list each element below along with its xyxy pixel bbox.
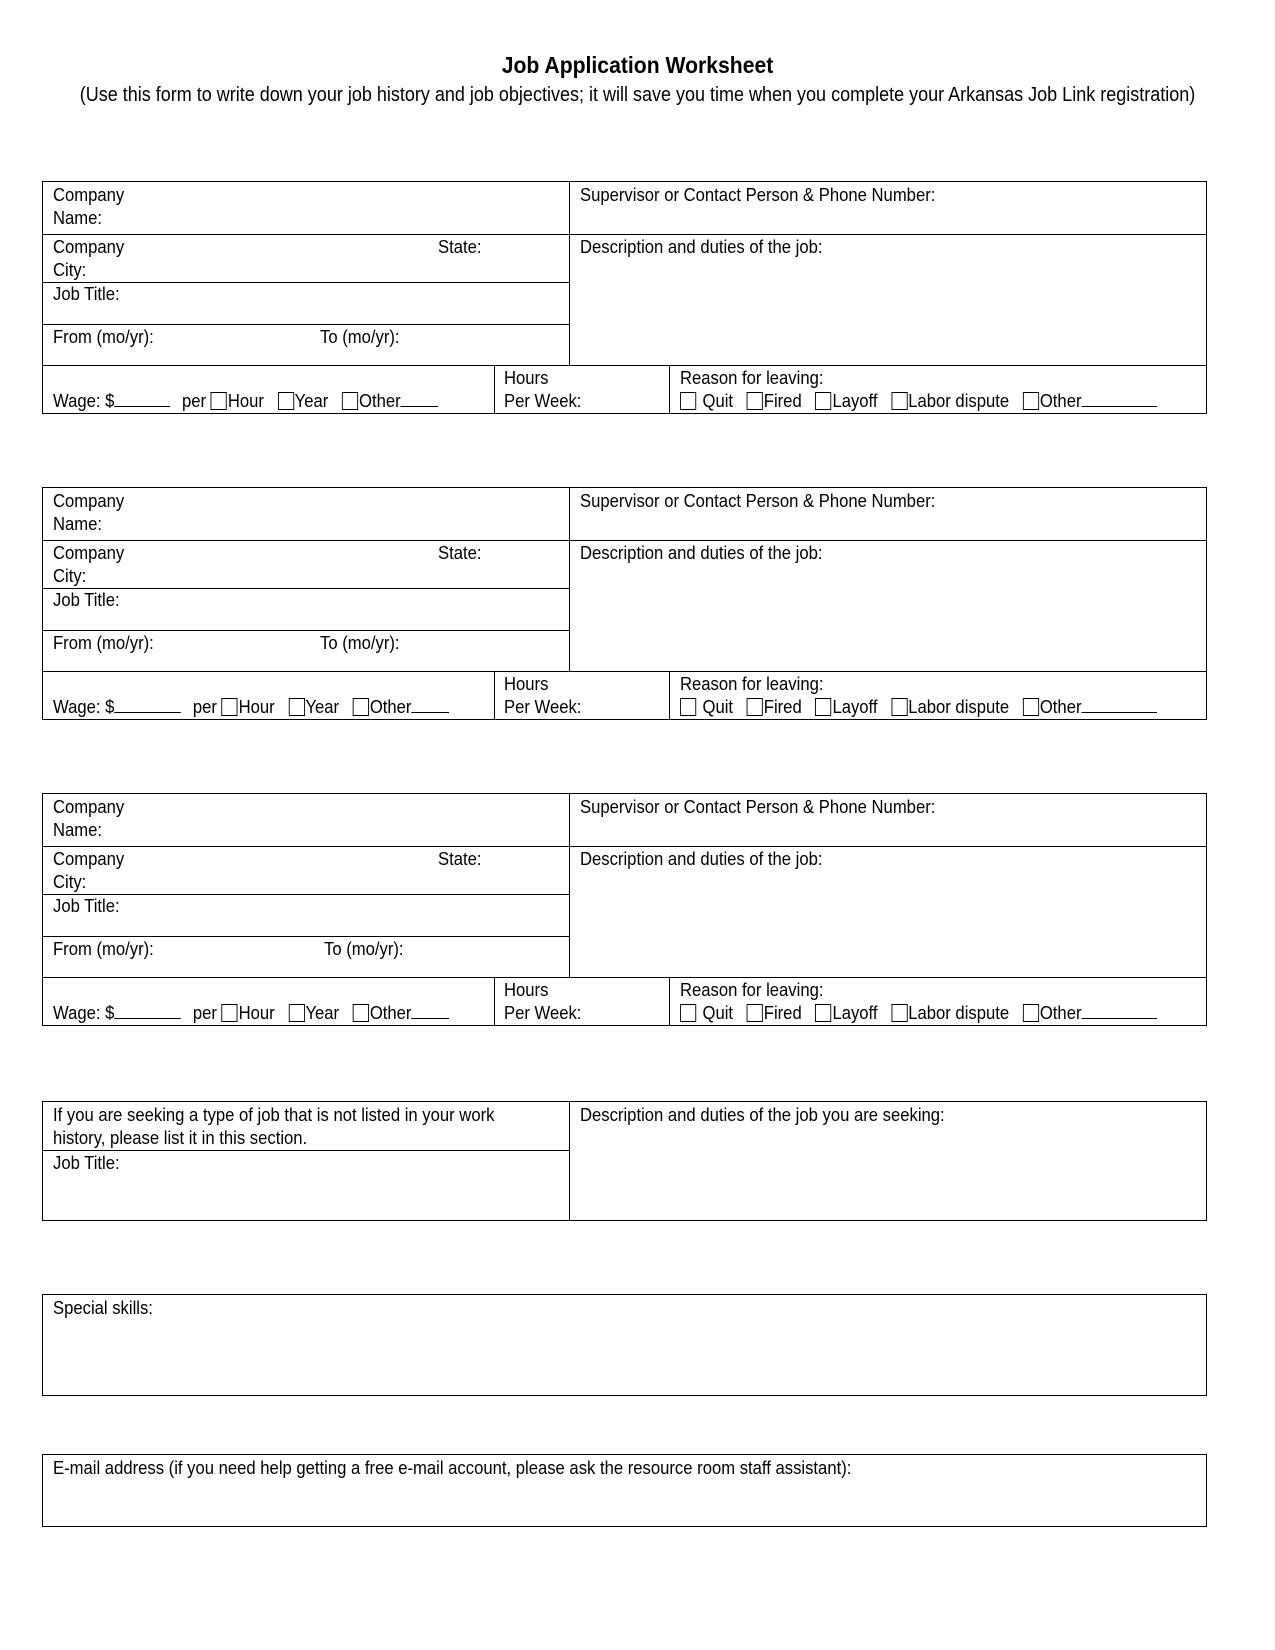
other-reason-blank[interactable] xyxy=(1082,390,1158,407)
company-city-field[interactable] xyxy=(43,846,569,894)
description-field[interactable] xyxy=(569,846,1207,977)
special-skills-field[interactable] xyxy=(42,1294,1207,1396)
page-title: Job Application Worksheet xyxy=(501,52,774,78)
company-name-field[interactable] xyxy=(43,488,569,540)
wage-blank[interactable] xyxy=(114,390,170,407)
labor-dispute-label: Labor dispute xyxy=(908,390,1010,411)
job-title-label: Job Title: xyxy=(53,895,120,916)
reason-label: Reason for leaving: xyxy=(680,367,824,388)
page-subtitle: (Use this form to write down your job history and job objectives; it will save you time when you complete your Arkansas Job Link registration) xyxy=(79,84,1196,106)
wage-field[interactable] xyxy=(43,977,494,1026)
year-label: Year xyxy=(305,1002,340,1023)
hours-label-2: Per Week: xyxy=(504,390,582,411)
company-city-label-2: City: xyxy=(53,871,87,892)
company-name-label: Company xyxy=(53,796,125,817)
company-name-label-2: Name: xyxy=(53,513,103,534)
hours-label: Hours xyxy=(504,673,549,694)
other-reason-checkbox[interactable] xyxy=(1023,1004,1039,1022)
labor-dispute-label: Labor dispute xyxy=(908,1002,1010,1023)
job-title-label: Job Title: xyxy=(53,283,120,304)
other-reason-checkbox[interactable] xyxy=(1023,392,1039,410)
job-title-field[interactable] xyxy=(43,894,569,936)
company-city-label-2: City: xyxy=(53,565,87,586)
other-reason-label: Other xyxy=(1039,696,1082,717)
hours-per-week-field[interactable] xyxy=(494,977,669,1026)
hours-label: Hours xyxy=(504,979,549,1000)
job-title-field[interactable] xyxy=(43,588,569,630)
seeking-job-title-label: Job Title: xyxy=(53,1152,120,1173)
reason-options xyxy=(680,389,1157,412)
hours-per-week-field[interactable] xyxy=(494,671,669,720)
supervisor-label: Supervisor or Contact Person & Phone Number: xyxy=(580,184,936,205)
other-wage-blank[interactable] xyxy=(401,390,439,407)
hours-label-2: Per Week: xyxy=(504,696,582,717)
hour-label: Hour xyxy=(238,696,275,717)
other-wage-blank[interactable] xyxy=(411,696,449,713)
seeking-description-label: Description and duties of the job you are seeking: xyxy=(580,1104,945,1125)
quit-label: Quit xyxy=(702,696,734,717)
other-wage-checkbox[interactable] xyxy=(353,698,369,716)
email-label: E-mail address (if you need help getting a free e-mail account, please ask the resource room staff assistant): xyxy=(53,1457,852,1478)
seeking-description-field[interactable] xyxy=(569,1102,1207,1221)
hour-label: Hour xyxy=(238,1002,275,1023)
fired-checkbox[interactable] xyxy=(747,392,763,410)
company-name-label-2: Name: xyxy=(53,207,103,228)
job-history-block xyxy=(42,181,1207,414)
dates-field[interactable] xyxy=(43,630,569,671)
reason-for-leaving-field[interactable] xyxy=(669,671,1207,720)
quit-label: Quit xyxy=(702,390,734,411)
wage-label: Wage: $ xyxy=(53,696,115,717)
quit-checkbox[interactable] xyxy=(680,1004,696,1022)
hour-checkbox[interactable] xyxy=(222,1004,238,1022)
reason-label: Reason for leaving: xyxy=(680,673,824,694)
company-city-label: Company xyxy=(53,236,125,257)
hour-label: Hour xyxy=(227,390,264,411)
reason-for-leaving-field[interactable] xyxy=(669,977,1207,1026)
seeking-text: If you are seeking a type of job that is not listed in your work xyxy=(53,1104,495,1125)
job-title-label: Job Title: xyxy=(53,589,120,610)
reason-for-leaving-field[interactable] xyxy=(669,365,1207,414)
job-history-block xyxy=(42,487,1207,720)
wage-row xyxy=(53,1001,449,1024)
per-label: per xyxy=(192,1002,217,1023)
company-city-field[interactable] xyxy=(43,540,569,588)
fired-checkbox[interactable] xyxy=(747,1004,763,1022)
description-label: Description and duties of the job: xyxy=(580,848,823,869)
wage-row xyxy=(53,695,449,718)
company-city-label: Company xyxy=(53,848,125,869)
other-wage-label: Other xyxy=(369,1002,412,1023)
fired-label: Fired xyxy=(763,1002,802,1023)
supervisor-label: Supervisor or Contact Person & Phone Number: xyxy=(580,796,936,817)
layoff-checkbox[interactable] xyxy=(815,392,831,410)
description-label: Description and duties of the job: xyxy=(580,236,823,257)
dates-field[interactable] xyxy=(43,324,569,365)
labor-dispute-checkbox[interactable] xyxy=(891,698,907,716)
layoff-checkbox[interactable] xyxy=(815,698,831,716)
labor-dispute-checkbox[interactable] xyxy=(891,392,907,410)
job-seeking-block xyxy=(42,1101,1207,1221)
year-checkbox[interactable] xyxy=(288,1004,304,1022)
layoff-checkbox[interactable] xyxy=(815,1004,831,1022)
quit-checkbox[interactable] xyxy=(680,698,696,716)
layoff-label: Layoff xyxy=(832,696,878,717)
quit-checkbox[interactable] xyxy=(680,392,696,410)
company-city-label-2: City: xyxy=(53,259,87,280)
other-wage-blank[interactable] xyxy=(411,1002,449,1019)
other-reason-blank[interactable] xyxy=(1082,1002,1158,1019)
wage-blank[interactable] xyxy=(114,696,181,713)
supervisor-field[interactable] xyxy=(569,488,1207,540)
other-reason-checkbox[interactable] xyxy=(1023,698,1039,716)
reason-options xyxy=(680,1001,1157,1024)
reason-label: Reason for leaving: xyxy=(680,979,824,1000)
other-wage-label: Other xyxy=(369,696,412,717)
company-name-label-2: Name: xyxy=(53,819,103,840)
company-city-field[interactable] xyxy=(43,234,569,282)
hour-checkbox[interactable] xyxy=(222,698,238,716)
other-reason-label: Other xyxy=(1039,1002,1082,1023)
email-field[interactable] xyxy=(42,1454,1207,1527)
year-label: Year xyxy=(294,390,329,411)
wage-label: Wage: $ xyxy=(53,1002,115,1023)
state-label: State: xyxy=(438,236,482,257)
description-field[interactable] xyxy=(569,540,1207,671)
hour-checkbox[interactable] xyxy=(211,392,227,410)
wage-blank[interactable] xyxy=(114,1002,181,1019)
year-checkbox[interactable] xyxy=(278,392,294,410)
per-label: per xyxy=(192,696,217,717)
seeking-text-2: history, please list it in this section. xyxy=(53,1127,308,1148)
year-label: Year xyxy=(305,696,340,717)
wage-field[interactable] xyxy=(43,365,494,414)
seeking-job-title-field[interactable] xyxy=(43,1150,569,1221)
other-wage-label: Other xyxy=(359,390,401,411)
from-label: From (mo/yr): xyxy=(53,632,154,653)
supervisor-field[interactable] xyxy=(569,794,1207,846)
wage-label: Wage: $ xyxy=(53,390,115,411)
to-label: To (mo/yr): xyxy=(320,632,400,653)
hours-per-week-field[interactable] xyxy=(494,365,669,414)
reason-options xyxy=(680,695,1157,718)
from-label: From (mo/yr): xyxy=(53,938,154,959)
wage-field[interactable] xyxy=(43,671,494,720)
labor-dispute-label: Labor dispute xyxy=(908,696,1010,717)
company-name-field[interactable] xyxy=(43,182,569,234)
company-name-label: Company xyxy=(53,490,125,511)
seeking-info xyxy=(43,1102,569,1150)
dates-field[interactable] xyxy=(43,936,569,977)
job-title-field[interactable] xyxy=(43,282,569,324)
fired-label: Fired xyxy=(763,390,802,411)
description-field[interactable] xyxy=(569,234,1207,365)
layoff-label: Layoff xyxy=(832,1002,878,1023)
special-skills-label: Special skills: xyxy=(53,1297,153,1318)
other-reason-label: Other xyxy=(1039,390,1082,411)
state-label: State: xyxy=(438,848,482,869)
year-checkbox[interactable] xyxy=(288,698,304,716)
supervisor-label: Supervisor or Contact Person & Phone Number: xyxy=(580,490,936,511)
description-label: Description and duties of the job: xyxy=(580,542,823,563)
supervisor-field[interactable] xyxy=(569,182,1207,234)
quit-label: Quit xyxy=(702,1002,734,1023)
from-label: From (mo/yr): xyxy=(53,326,154,347)
job-history-block xyxy=(42,793,1207,1026)
labor-dispute-checkbox[interactable] xyxy=(891,1004,907,1022)
company-city-label: Company xyxy=(53,542,125,563)
to-label: To (mo/yr): xyxy=(320,326,400,347)
state-label: State: xyxy=(438,542,482,563)
company-name-label: Company xyxy=(53,184,125,205)
per-label: per xyxy=(182,390,207,411)
fired-label: Fired xyxy=(763,696,802,717)
hours-label-2: Per Week: xyxy=(504,1002,582,1023)
fired-checkbox[interactable] xyxy=(747,698,763,716)
wage-row xyxy=(53,389,438,412)
to-label: To (mo/yr): xyxy=(324,938,404,959)
layoff-label: Layoff xyxy=(832,390,878,411)
company-name-field[interactable] xyxy=(43,794,569,846)
other-reason-blank[interactable] xyxy=(1082,696,1158,713)
hours-label: Hours xyxy=(504,367,549,388)
other-wage-checkbox[interactable] xyxy=(342,392,358,410)
other-wage-checkbox[interactable] xyxy=(353,1004,369,1022)
